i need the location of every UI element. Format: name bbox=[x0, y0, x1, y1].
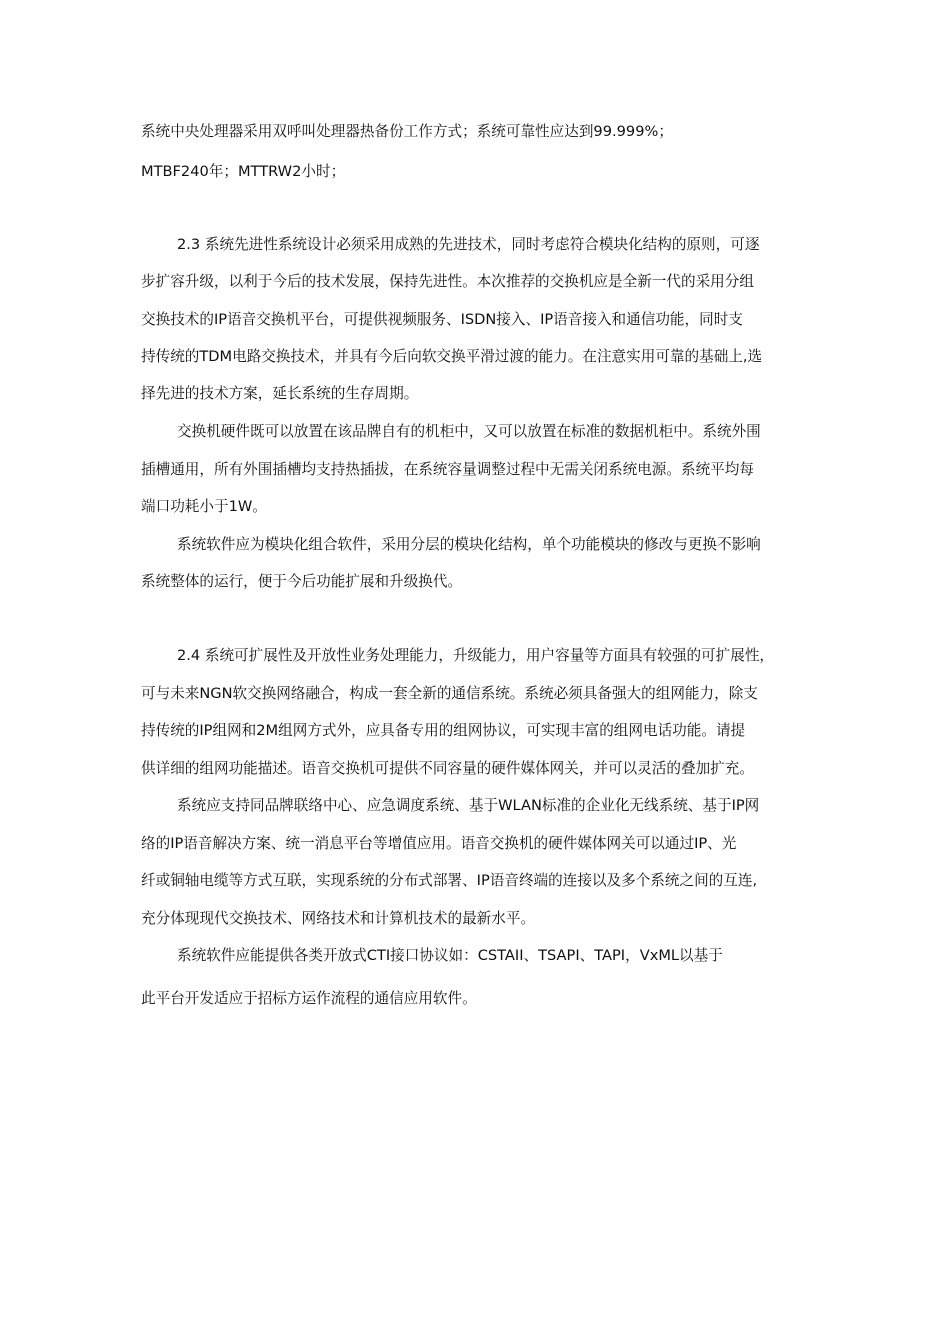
text-line: MTBF240年；MTTRW2小时； bbox=[141, 163, 346, 180]
text-line: 可与未来NGN软交换网络融合，构成一套全新的通信系统。系统必须具备强大的组网能力，除支 bbox=[141, 685, 758, 702]
paragraph-start-line: 系统应支持同品牌联络中心、应急调度系统、基于WLAN标准的企业化无线系统、基于IP网 bbox=[177, 797, 760, 814]
text-line: 持传统的TDM电路交换技术，并具有今后向软交换平滑过渡的能力。在注意实用可靠的基础上,选 bbox=[141, 348, 763, 365]
text-line: 络的IP语音解决方案、统一消息平台等增值应用。语音交换机的硬件媒体网关可以通过IP、光 bbox=[141, 835, 737, 852]
text-line: 系统中央处理器采用双呼叫处理器热备份工作方式；系统可靠性应达到99.999%； bbox=[141, 123, 673, 140]
paragraph-start-line: 系统软件应能提供各类开放式CTI接口协议如：CSTAII、TSAPI、TAPI，VxML以基于 bbox=[177, 947, 723, 964]
text-line: 充分体现现代交换技术、网络技术和计算机技术的最新水平。 bbox=[141, 910, 536, 927]
text-line: 供详细的组网功能描述。语音交换机可提供不同容量的硬件媒体网关，并可以灵活的叠加扩充。 bbox=[141, 760, 754, 777]
section-2-3-heading-line: 2.3 系统先进性系统设计必须采用成熟的先进技术，同时考虑符合模块化结构的原则，可逐 bbox=[177, 236, 760, 253]
text-line: 步扩容升级，以利于今后的技术发展，保持先进性。本次推荐的交换机应是全新一代的采用分组 bbox=[141, 273, 754, 290]
text-line: 此平台开发适应于招标方运作流程的通信应用软件。 bbox=[141, 990, 477, 1007]
text-line: 系统整体的运行，便于今后功能扩展和升级换代。 bbox=[141, 573, 463, 590]
paragraph-start-line: 交换机硬件既可以放置在该品牌自有的机柜中，又可以放置在标准的数据机柜中。系统外围 bbox=[177, 423, 761, 440]
paragraph-start-line: 系统软件应为模块化组合软件，采用分层的模块化结构，单个功能模块的修改与更换不影响 bbox=[177, 536, 761, 553]
text-line: 端口功耗小于1W。 bbox=[141, 498, 267, 515]
text-line: 择先进的技术方案，延长系统的生存周期。 bbox=[141, 385, 419, 402]
text-line: 交换技术的IP语音交换机平台，可提供视频服务、ISDN接入、IP语音接入和通信功能，同时支 bbox=[141, 311, 743, 328]
section-2-4-heading-line: 2.4 系统可扩展性及开放性业务处理能力，升级能力，用户容量等方面具有较强的可扩展性， bbox=[177, 647, 775, 664]
text-line: 插槽通用，所有外围插槽均支持热插拔，在系统容量调整过程中无需关闭系统电源。系统平均每 bbox=[141, 461, 754, 478]
text-line: 持传统的IP组网和2M组网方式外，应具备专用的组网协议，可实现丰富的组网电话功能。请提 bbox=[141, 722, 746, 739]
text-line: 纤或铜轴电缆等方式互联，实现系统的分布式部署、IP语音终端的连接以及多个系统之间的互连, bbox=[141, 872, 758, 889]
